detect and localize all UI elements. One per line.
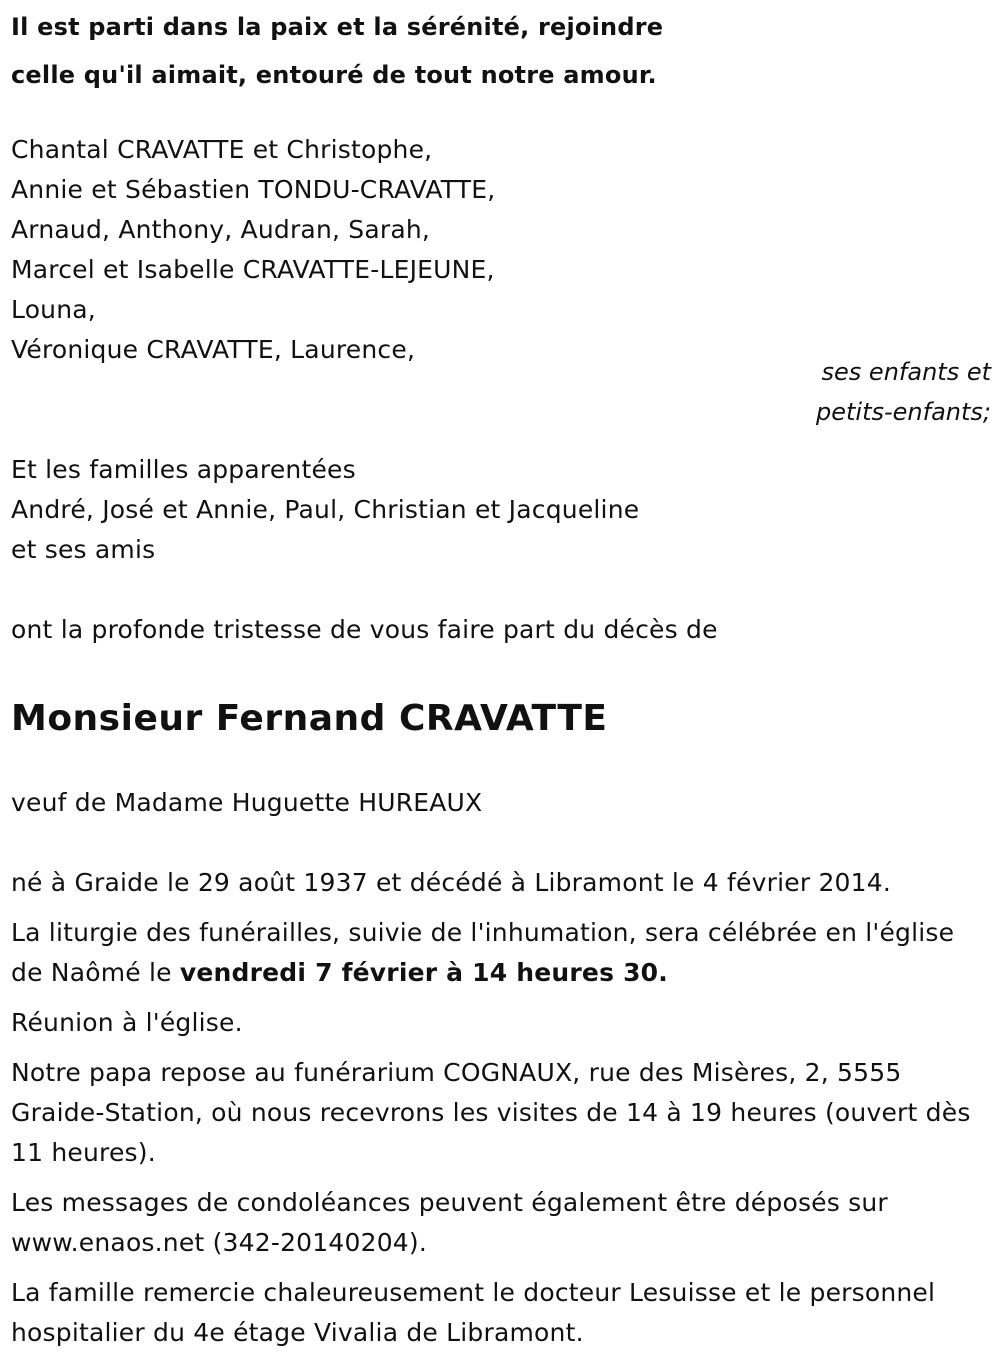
intro-line-2: celle qu'il aimait, entouré de tout notre amour. [11, 61, 657, 89]
widower-of-text: veuf de Madame Huguette HUREAUX [11, 788, 483, 817]
family-list [11, 130, 991, 370]
funerarium-paragraph: Notre papa repose au funérarium COGNAUX, rue des Misères, 2, 5555 Graide-Station, où nous recevrons les visites de 14 à 19 heures (ouvert dès 11 heures). [11, 1058, 971, 1167]
liturgy-paragraph [11, 913, 991, 993]
family-member: Arnaud, Anthony, Audran, Sarah, [11, 215, 431, 244]
birth-death-paragraph: né à Graide le 29 août 1937 et décédé à Libramont le 4 février 2014. [11, 868, 892, 897]
details-section [11, 863, 991, 1353]
announcement-text: ont la profonde tristesse de vous faire part du décès de [11, 615, 718, 644]
family-member: Chantal CRAVATTE et Christophe, [11, 135, 433, 164]
children-role-line-2: petits-enfants; [816, 398, 991, 426]
children-role-line-1: ses enfants et [821, 358, 991, 386]
thanks-paragraph: La famille remercie chaleureusement le docteur Lesuisse et le personnel hospitalier du 4e étage Vivalia de Libramont. [11, 1278, 936, 1347]
liturgy-prefix: La liturgie des funérailles, suivie de l'inhumation, sera célébrée en l'église de Naômé le [11, 918, 955, 987]
family-member: Annie et Sébastien TONDU-CRAVATTE, [11, 175, 496, 204]
family-member: Marcel et Isabelle CRAVATTE-LEJEUNE, [11, 255, 495, 284]
relatives-list [11, 450, 991, 570]
condolences-paragraph: Les messages de condoléances peuvent également être déposés sur www.enaos.net (342-20140204). [11, 1188, 888, 1257]
meeting-paragraph: Réunion à l'église. [11, 1008, 243, 1037]
relatives-line: André, José et Annie, Paul, Christian et Jacqueline [11, 495, 640, 524]
liturgy-date: vendredi 7 février à 14 heures 30. [179, 958, 668, 987]
family-member: Louna, [11, 295, 96, 324]
relatives-line: Et les familles apparentées [11, 455, 356, 484]
relatives-line: et ses amis [11, 535, 156, 564]
family-member: Véronique CRAVATTE, Laurence, [11, 335, 416, 364]
intro-text [11, 3, 991, 99]
deceased-name: Monsieur Fernand CRAVATTE [11, 698, 608, 739]
obituary-notice [11, 0, 991, 1363]
intro-line-1: Il est parti dans la paix et la sérénité, rejoindre [11, 13, 664, 41]
